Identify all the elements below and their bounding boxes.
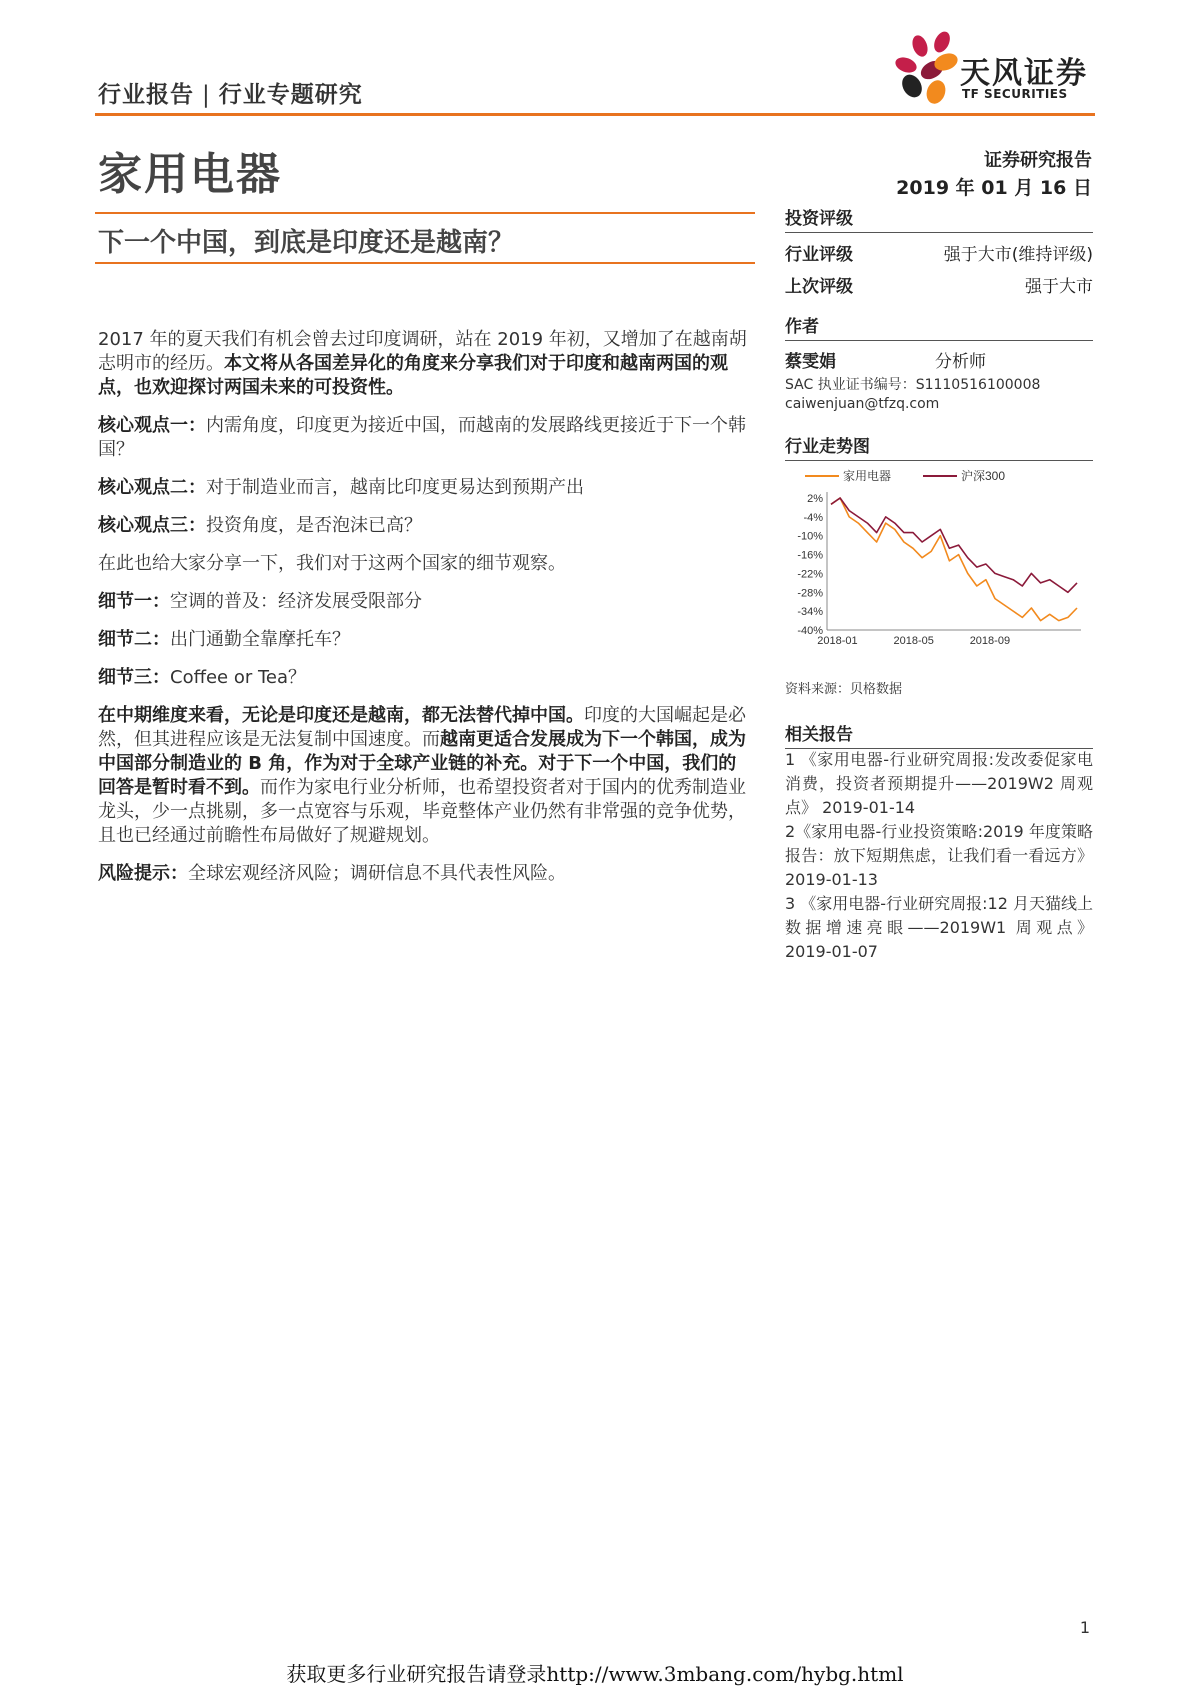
author-heading: 作者 <box>785 312 1093 341</box>
y-tick-label: -22% <box>797 568 823 581</box>
core-point-label: 核心观点二： <box>98 477 206 498</box>
detail-text: Coffee or Tea？ <box>170 667 307 688</box>
author-row <box>785 347 1093 372</box>
related-report-item[interactable]: 3 《家用电器-行业研究周报:12 月天猫线上数据增速亮眼——2019W1 周观点》 2019-01-07 <box>785 894 1093 961</box>
subtitle-rule-bottom <box>95 262 755 264</box>
related-reports-list <box>785 748 1093 964</box>
header-rule <box>95 113 1095 116</box>
conclusion-plain-2: 而作为家电行业分析师，也希望投资者对于国内的优秀制造业龙头，少一点挑剔，多一点宽容与乐观，毕竟整体产业仍然有非常强的竞争优势，且也已经通过前瞻性布局做好了规避规划。 <box>98 777 746 846</box>
related-report-item[interactable]: 2《家用电器-行业投资策略:2019 年度策略报告：放下短期焦虑，让我们看一看远方》 2019-01-13 <box>785 822 1093 889</box>
rating-label: 行业评级 <box>785 245 853 265</box>
core-point-label: 核心观点一： <box>98 415 206 436</box>
detail-label: 细节二： <box>98 629 170 650</box>
report-type: 证券研究报告 <box>984 150 1092 171</box>
risk-paragraph <box>98 862 753 886</box>
report-body <box>98 328 753 900</box>
logo-name-cn: 天风证券 <box>960 56 1088 91</box>
subtitle-rule-top <box>95 212 755 214</box>
x-tick-label: 2018-01 <box>817 635 858 647</box>
y-tick-label: -40% <box>797 625 823 637</box>
chart-title: 行业走势图 <box>785 432 1093 461</box>
rating-row <box>785 240 1093 265</box>
report-category <box>98 76 363 109</box>
detail-item <box>98 590 753 614</box>
legend-label: 家用电器 <box>843 469 892 483</box>
intro-plain: 2017 年的夏天我们有机会曾去过印度调研，站在 2019 年初，又增加了在越南胡志明市的经历。 <box>98 329 747 374</box>
category-label: 行业报告 <box>98 82 194 108</box>
related-section <box>785 720 1093 749</box>
author-section <box>785 312 1093 412</box>
conclusion-bold-1: 在中期维度来看，无论是印度还是越南，都无法替代掉中国。 <box>98 705 584 726</box>
rating-heading: 投资评级 <box>785 204 1093 233</box>
related-report-item[interactable]: 1 《家用电器-行业研究周报:发改委促家电消费，投资者预期提升——2019W2 周观点》 2019-01-14 <box>785 750 1093 817</box>
core-point <box>98 476 753 500</box>
industry-trend-chart <box>785 462 1093 672</box>
y-tick-label: 2% <box>807 493 823 505</box>
footer-link[interactable]: 获取更多行业研究报告请登录http://www.3mbang.com/hybg.html <box>286 1662 904 1686</box>
detail-label: 细节三： <box>98 667 170 688</box>
core-point <box>98 514 753 538</box>
report-subtitle: 下一个中国，到底是印度还是越南？ <box>98 228 515 258</box>
series-line <box>831 498 1077 621</box>
series-line <box>831 498 1077 592</box>
rating-value: 强于大市(维持评级) <box>943 245 1093 265</box>
subcategory-label: 行业专题研究 <box>218 82 363 108</box>
conclusion-bold-2: 越南更适合发展成为下一个韩国，成为中国部分制造业的 B 角，作为对于全球产业链的补充。对于下一个中国，我们的回答是暂时看不到。 <box>98 729 746 798</box>
y-tick-label: -34% <box>797 606 823 619</box>
rating-value: 强于大市 <box>1025 277 1093 297</box>
author-email: caiwenjuan@tfzq.com <box>785 396 940 412</box>
core-point-text: 对于制造业而言，越南比印度更易达到预期产出 <box>206 477 584 498</box>
rating-row <box>785 272 1093 297</box>
rating-section <box>785 204 1093 297</box>
author-name: 蔡雯娟 <box>785 352 836 372</box>
logo-name-en: TF SECURITIES <box>962 87 1068 101</box>
x-tick-label: 2018-05 <box>893 635 934 647</box>
conclusion-plain-1: 印度的大国崛起是必然，但其进程应该是无法复制中国速度。而 <box>98 705 746 750</box>
core-point <box>98 414 753 462</box>
page-number: 1 <box>1079 1618 1090 1637</box>
chart-section <box>785 432 1093 461</box>
core-point-text: 内需角度，印度更为接近中国，而越南的发展路线更接近于下一个韩国？ <box>98 415 746 460</box>
intro-bold: 本文将从各国差异化的角度来分享我们对于印度和越南两国的观点，也欢迎探讨两国未来的可投资性。 <box>98 353 728 398</box>
author-license: SAC 执业证书编号：S1110516100008 <box>785 377 1041 393</box>
category-separator: | <box>202 82 211 108</box>
industry-title: 家用电器 <box>98 149 282 200</box>
detail-text: 空调的普及：经济发展受限部分 <box>170 591 422 612</box>
risk-label: 风险提示： <box>98 863 188 884</box>
share-line: 在此也给大家分享一下，我们对于这两个国家的细节观察。 <box>98 553 566 574</box>
report-date: 2019 年 01 月 16 日 <box>896 177 1092 199</box>
related-heading: 相关报告 <box>785 720 1093 749</box>
core-point-text: 投资角度，是否泡沫已高？ <box>206 515 422 536</box>
y-tick-label: -28% <box>797 587 823 600</box>
rating-label: 上次评级 <box>785 277 853 297</box>
conclusion-paragraph <box>98 704 753 848</box>
core-point-label: 核心观点三： <box>98 515 206 536</box>
author-role: 分析师 <box>935 352 986 372</box>
risk-text: 全球宏观经济风险；调研信息不具代表性风险。 <box>188 863 566 884</box>
y-tick-label: -4% <box>803 511 823 524</box>
x-tick-label: 2018-09 <box>969 635 1011 647</box>
intro-paragraph <box>98 328 753 400</box>
detail-item <box>98 666 753 690</box>
detail-item <box>98 628 753 652</box>
legend-label: 沪深300 <box>961 469 1006 483</box>
detail-label: 细节一： <box>98 591 170 612</box>
y-tick-label: -16% <box>797 549 823 562</box>
chart-source: 资料来源：贝格数据 <box>785 682 903 697</box>
detail-text: 出门通勤全靠摩托车？ <box>170 629 350 650</box>
y-tick-label: -10% <box>797 530 823 543</box>
